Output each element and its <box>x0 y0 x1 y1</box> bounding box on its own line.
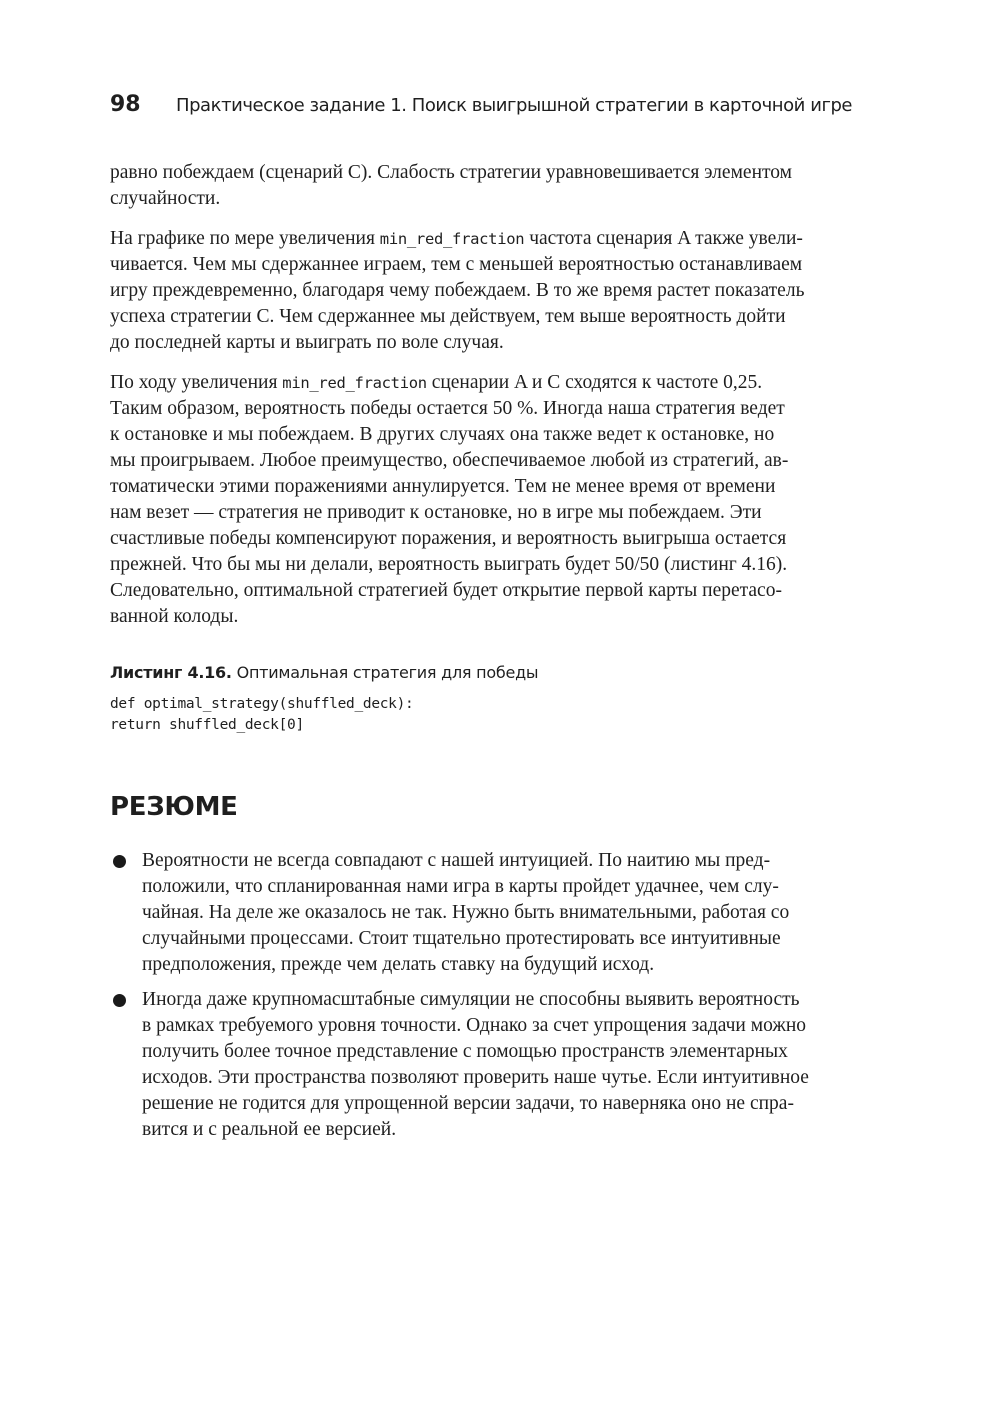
section-title: РЕЗЮМЕ <box>110 792 238 822</box>
paragraph-2 <box>110 226 890 356</box>
listing-caption-text: Оптимальная стратегия для победы <box>231 663 539 682</box>
code-listing: def optimal_strategy(shuffled_deck): return shuffled_deck[0] <box>110 696 414 733</box>
listing-label: Листинг 4.16. <box>110 663 232 682</box>
paragraph-2-start: На графике по мере увеличения <box>110 228 380 249</box>
bullet-dot-icon <box>113 994 126 1007</box>
bullet-text: Иногда даже крупномасштабные симуляции не способны выявить вероятность в рамках требуемого уровня точности. Однако за счет упрощения задачи можно получить более точное представление с помощью пространств элементарных исходов. Эти пространства позволяют проверить наше чутье. Если интуитивное решение не годится для упрощенной версии задачи, то наверняка оно не спра- вится и с реальной ее версией. <box>142 989 809 1140</box>
bullet-dot-icon <box>113 855 126 868</box>
list-item <box>110 848 890 978</box>
paragraph-3 <box>110 370 890 630</box>
bullet-text: Вероятности не всегда совпадают с нашей интуицией. По наитию мы пред- положили, что спланированная нами игра в карты пройдет удачнее, чем слу- чайная. На деле же оказалось не так. Нужно быть внимательными, работая со случайными процессами. Стоит тщательно протестировать все интуитивные предположения, прежде чем делать ставку на будущий исход. <box>142 850 790 975</box>
paragraph-3-start: По ходу увеличения <box>110 372 283 393</box>
inline-code-min-red-fraction: min_red_fraction <box>282 374 427 392</box>
running-title: Практическое задание 1. Поиск выигрышной стратегии в карточной игре <box>176 95 853 116</box>
listing-caption <box>110 663 538 682</box>
page-number: 98 <box>110 92 141 117</box>
list-item <box>110 987 890 1143</box>
inline-code-min-red-fraction: min_red_fraction <box>379 230 525 248</box>
body-text <box>110 160 890 630</box>
paragraph-1: равно побеждаем (сценарий C). Слабость стратегии уравновешивается элементом случайности. <box>110 162 792 209</box>
page-header <box>110 92 890 126</box>
paragraph-2-rest: частота сценария A также увели- чивается. Чем мы сдержаннее играем, тем с меньшей вероятностью останавливаем игру преждевременно, благодаря чему побеждаем. В то же время растет показатель успеха стратегии C. Чем сдержаннее мы действуем, тем выше вероятность дойти до последней карты и выиграть по воле случая. <box>110 228 805 353</box>
summary-list <box>110 848 890 1143</box>
paragraph-3-rest: сценарии A и C сходятся к частоте 0,25. Таким образом, вероятность победы остается 50 %. Иногда наша стратегия ведет к остановке и мы побеждаем. В других случаях она также ведет к остановке, но мы проигрываем. Любое преимущество, обеспечиваемое любой из стратегий, ав- томатически этими поражениями аннулируется. Тем не менее время от времени нам везет — стратегия не приводит к остановке, но в игре мы побеждаем. Эти счастливые победы компенсируют поражения, и вероятность выигрыша остается прежней. Что бы мы ни делали, вероятность выиграть будет 50/50 (листинг 4.16). Следовательно, оптимальной стратегией будет открытие первой карты перетасо- ванной колоды. <box>110 372 789 627</box>
